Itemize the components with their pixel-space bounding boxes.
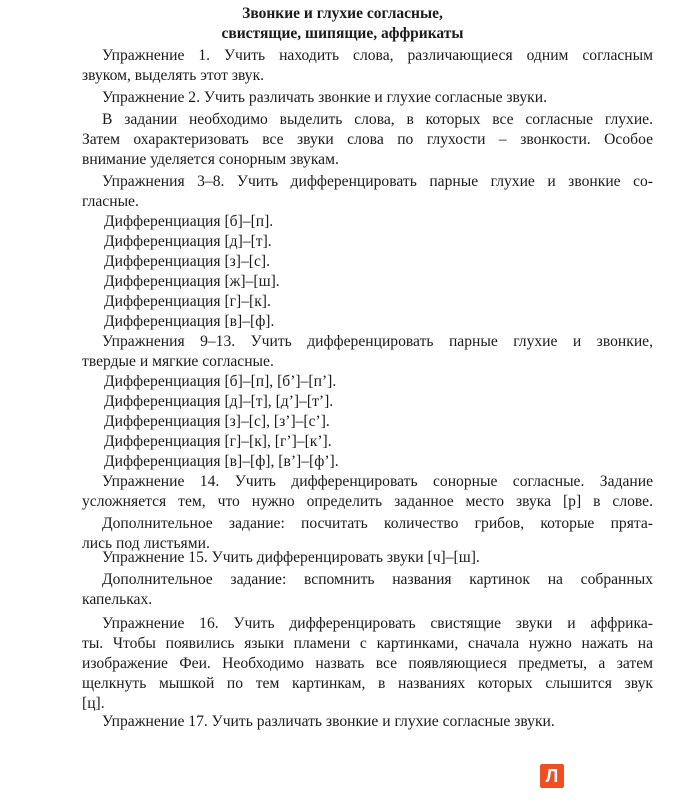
exercise-16-line-3: изображение Феи. Необходимо назвать все появляющиеся предметы, а затем xyxy=(82,655,653,672)
differentiation-item: Дифференциация [з]–[с]. xyxy=(104,253,271,270)
exercise-15: Упражнение 15. Учить дифференцировать звуки [ч]–[ш]. xyxy=(102,549,480,566)
differentiation-item: Дифференциация [г]–[к]. xyxy=(104,293,271,310)
exercise-3-8-line-1: Упражнения 3–8. Учить дифференцировать парные глухие и звонкие со- xyxy=(102,173,653,190)
differentiation-item: Дифференциация [б]–[п], [б’]–[п’]. xyxy=(104,373,337,390)
publisher-logo-icon: Л xyxy=(540,764,564,788)
heading-line-2: свистящие, шипящие, аффрикаты xyxy=(221,25,464,42)
additional-task-1-line-1: Дополнительное задание: посчитать количество грибов, которые прята- xyxy=(102,515,653,532)
differentiation-item: Дифференциация [ж]–[ш]. xyxy=(104,273,280,290)
exercise-14-line-1: Упражнение 14. Учить дифференцировать сонорные согласные. Задание xyxy=(102,473,653,490)
differentiation-item: Дифференциация [г]–[к], [г’]–[к’]. xyxy=(104,433,332,450)
differentiation-item: Дифференциация [в]–[ф]. xyxy=(104,313,275,330)
task-line-2: Затем охарактеризовать все звуки слова по глухости – звонкости. Особое xyxy=(82,131,653,148)
differentiation-item: Дифференциация [д]–[т], [д’]–[т’]. xyxy=(104,393,334,410)
exercise-16-line-2: ты. Чтобы появились языки пламени с картинками, сначала нужно нажать на xyxy=(82,635,653,652)
exercise-14-line-2: усложняется тем, что нужно определить заданное место звука [р] в слове. xyxy=(82,493,653,510)
task-line-3: внимание уделяется сонорным звукам. xyxy=(82,151,339,168)
exercise-16-line-5: [ц]. xyxy=(82,695,105,712)
differentiation-item: Дифференциация [б]–[п]. xyxy=(104,213,274,230)
differentiation-item: Дифференциация [з]–[с], [з’]–[с’]. xyxy=(104,413,330,430)
exercise-1-line-2: звуком, выделять этот звук. xyxy=(82,67,265,84)
exercise-16-line-4: щелкнуть мышкой по тем картинкам, в названиях которых слышится звук xyxy=(82,675,653,692)
exercise-17: Упражнение 17. Учить различать звонкие и глухие согласные звуки. xyxy=(102,713,555,730)
exercise-9-13-line-2: твердые и мягкие согласные. xyxy=(82,353,274,370)
additional-task-2-line-2: капельках. xyxy=(82,591,153,608)
heading-line-1: Звонкие и глухие согласные, xyxy=(242,5,443,22)
additional-task-2-line-1: Дополнительное задание: вспомнить названия картинок на собранных xyxy=(102,571,653,588)
differentiation-item: Дифференциация [д]–[т]. xyxy=(104,233,272,250)
exercise-16-line-1: Упражнение 16. Учить дифференцировать свистящие звуки и аффрика- xyxy=(102,615,653,632)
exercise-9-13-line-1: Упражнения 9–13. Учить дифференцировать парные глухие и звонкие, xyxy=(102,333,653,350)
task-line-1: В задании необходимо выделить слова, в которых все согласные глухие. xyxy=(102,111,653,128)
differentiation-item: Дифференциация [в]–[ф], [в’]–[ф’]. xyxy=(104,453,339,470)
exercise-1-line-1: Упражнение 1. Учить находить слова, различающиеся одним согласным xyxy=(102,47,653,64)
additional-task-1-line-2: лись под листьями. xyxy=(82,535,210,552)
exercise-2: Упражнение 2. Учить различать звонкие и глухие согласные звуки. xyxy=(102,89,547,106)
exercise-3-8-line-2: гласные. xyxy=(82,193,139,210)
